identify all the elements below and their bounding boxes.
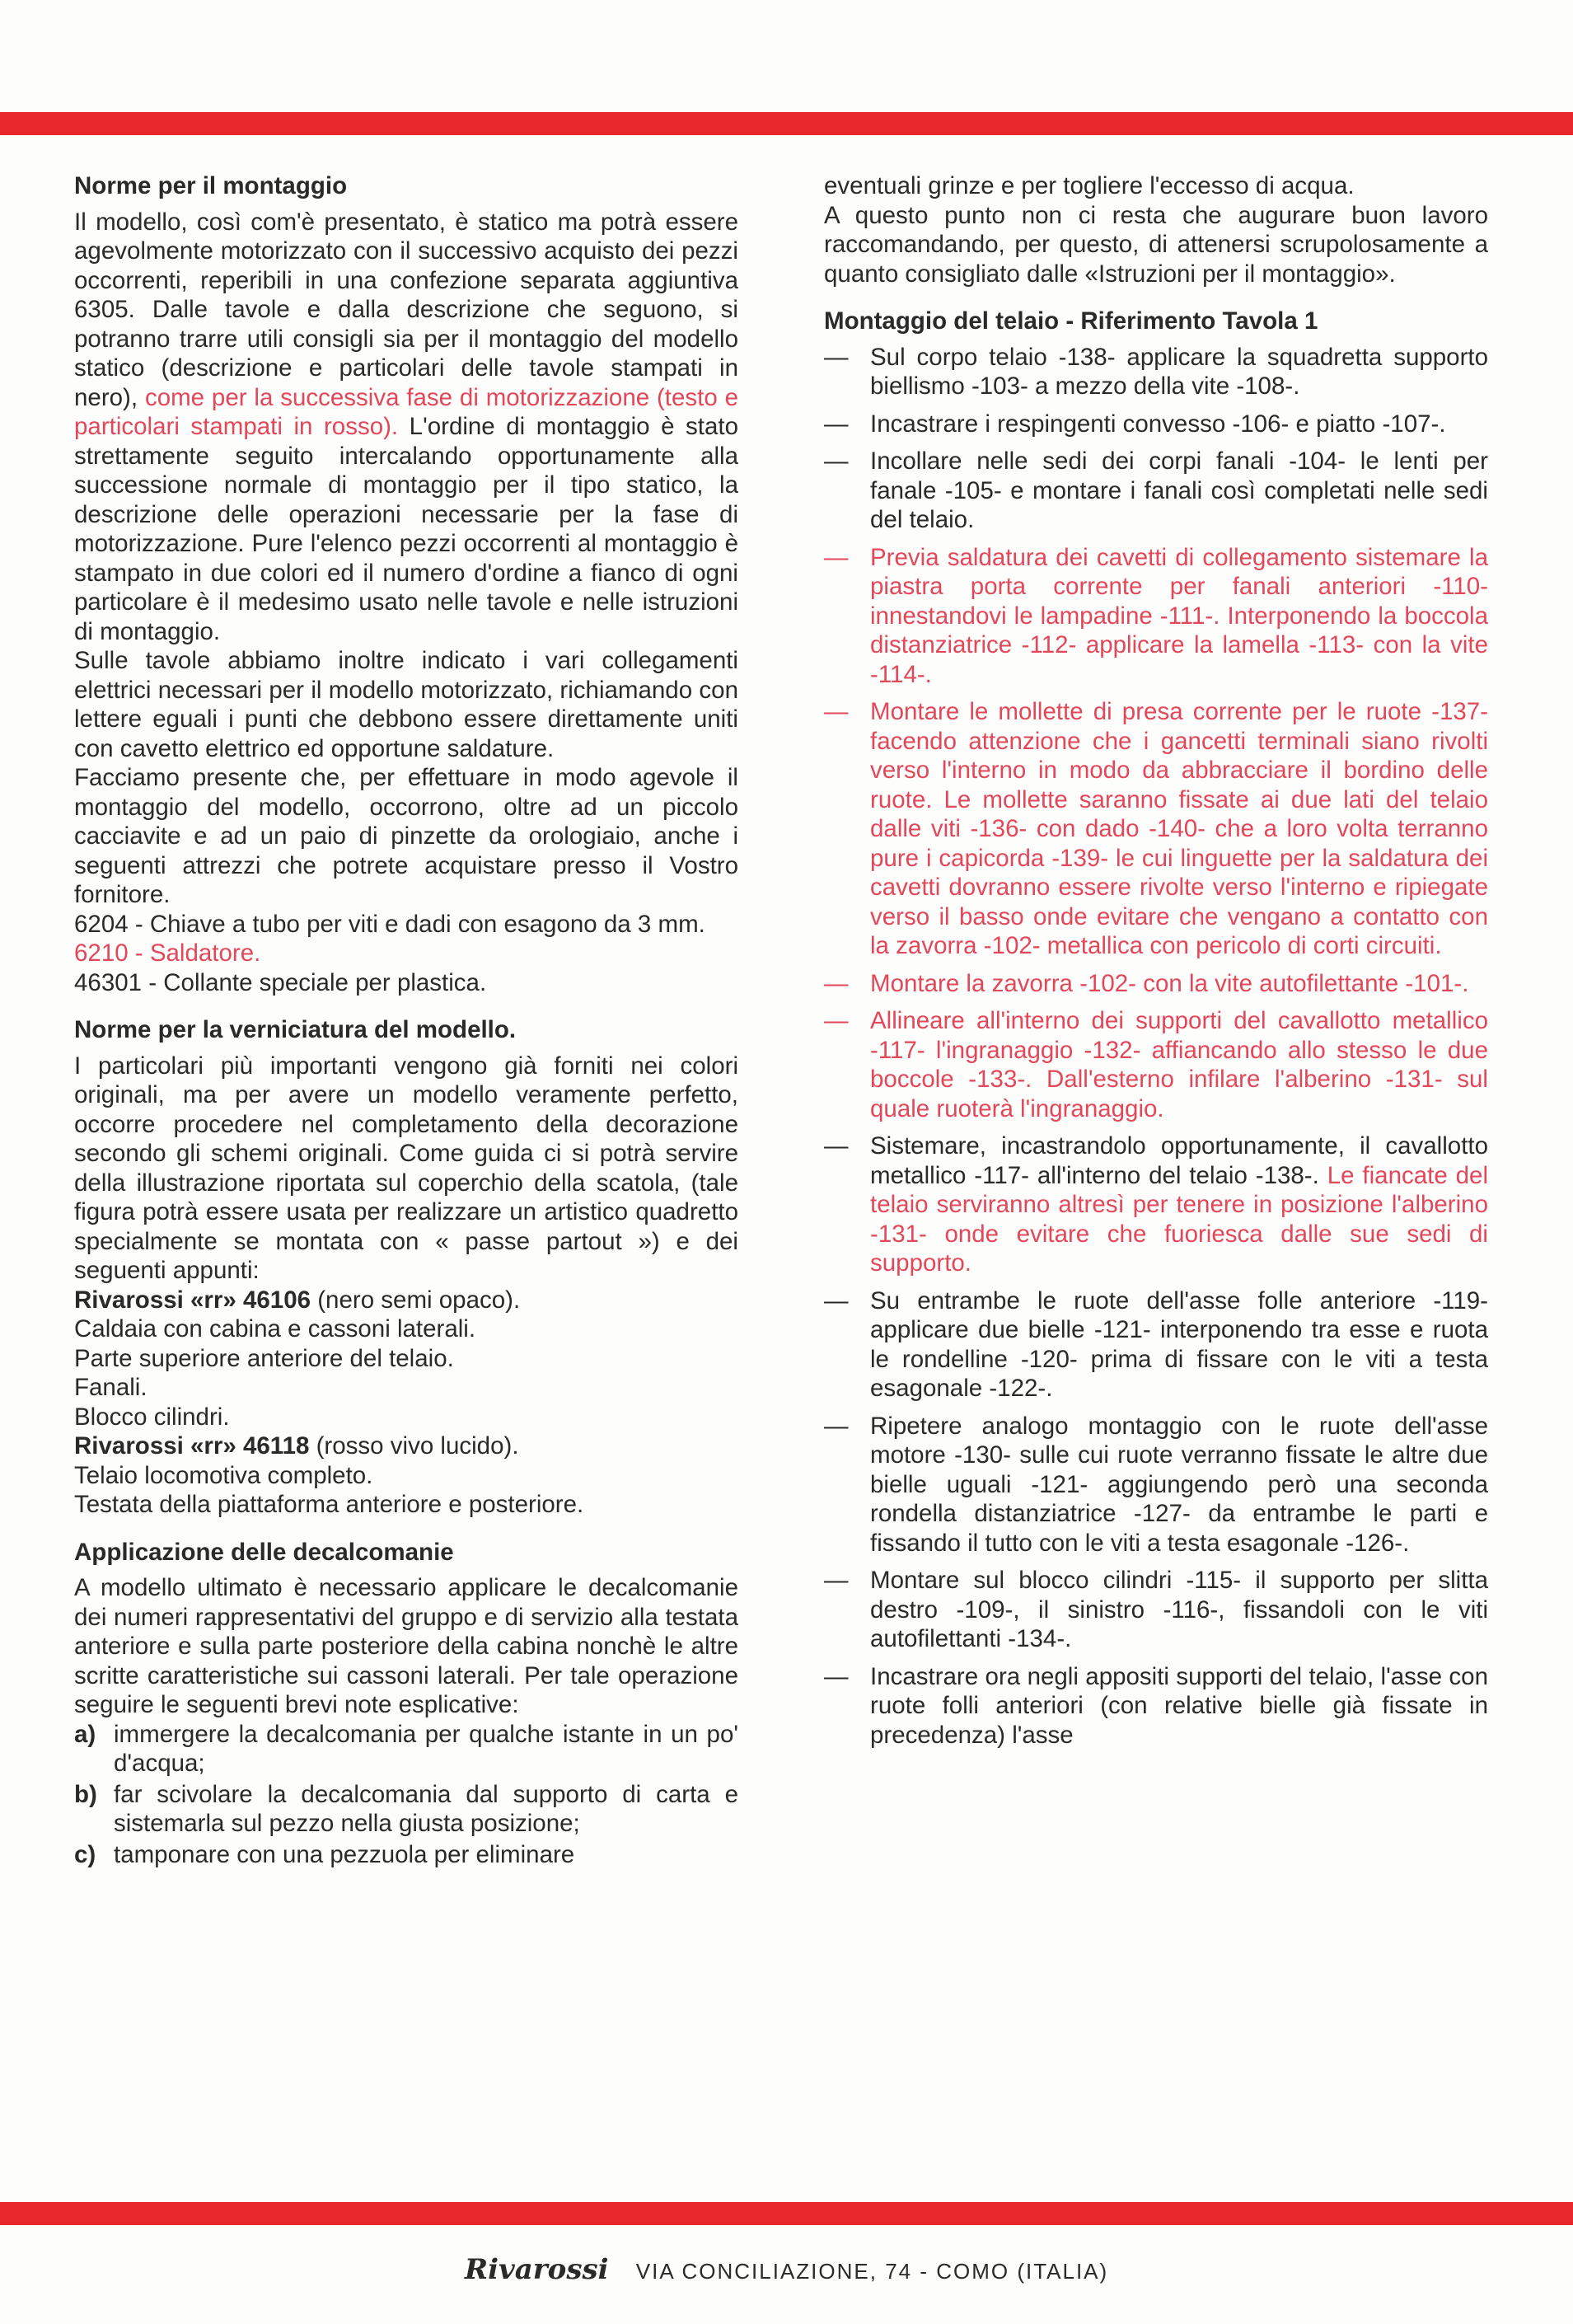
paint-code-2: Rivarossi «rr» 46118 (rosso vivo lucido). bbox=[74, 1432, 519, 1460]
paint-item: Blocco cilindri. bbox=[74, 1403, 230, 1431]
telaio-step bbox=[824, 343, 1488, 401]
paint-code-1: Rivarossi «rr» 46106 (nero semi opaco). bbox=[74, 1286, 521, 1314]
decal-steps bbox=[74, 1720, 738, 1870]
step-dash: — bbox=[824, 343, 849, 371]
telaio-step bbox=[824, 543, 1488, 690]
wish-text: A questo punto non ci resta che augurare buon lavoro raccomandando, per questo, di attenersi scrupolosamente a quanto consigliato dalle «Istruzioni per il montaggio». bbox=[824, 201, 1488, 288]
decal-step: b) far scivolare la decalcomania dal supporto di carta e sistemarla sul pezzo nella giusta posizione; bbox=[74, 1780, 738, 1837]
step-dash: — bbox=[824, 410, 849, 438]
paint-item: Testata della piattaforma anteriore e posteriore. bbox=[74, 1491, 584, 1518]
telaio-step bbox=[824, 1412, 1488, 1558]
step-text: Incollare nelle sedi dei corpi fanali -104- le lenti per fanale -105- e montare i fanali così completati nelle sedi del telaio. bbox=[870, 447, 1488, 533]
footer-address: VIA CONCILIAZIONE, 74 - COMO (ITALIA) bbox=[635, 2259, 1109, 2284]
step-dash: — bbox=[824, 1286, 849, 1314]
paint-item: Parte superiore anteriore del telaio. bbox=[74, 1344, 454, 1372]
step-dash: — bbox=[824, 698, 849, 725]
footer bbox=[0, 2253, 1573, 2286]
right-column bbox=[824, 171, 1488, 1758]
telaio-step bbox=[824, 1132, 1488, 1278]
decal-paragraph: A modello ultimato è necessario applicare le decalcomanie dei numeri rappresentativi del gruppo e di servizio alla testata anteriore e sulla parte posteriore della cabina nonchè le altre scritte caratteristiche sui cassoni laterali. Per tale operazione seguire le seguenti brevi note esplicative: bbox=[74, 1574, 738, 1718]
step-text: Previa saldatura dei cavetti di collegamento sistemare la piastra porta corrente per fanali anteriori -110- innestandovi le lampadine -111-. Interponendo la boccola distanziatrice -112- applicare la lamella -113- con la vite -114-. bbox=[870, 543, 1488, 688]
telaio-step bbox=[824, 1662, 1488, 1750]
step-dash: — bbox=[824, 1567, 849, 1594]
paint-item: Telaio locomotiva completo. bbox=[74, 1461, 373, 1489]
telaio-title: Montaggio del telaio - Riferimento Tavola 1 bbox=[824, 307, 1318, 335]
telaio-step bbox=[824, 410, 1488, 439]
step-text: Incastrare ora negli appositi supporti del telaio, l'asse con ruote folli anteriori (con relative bielle già fissate in precedenza) l'asse bbox=[870, 1662, 1488, 1749]
step-text: Su entrambe le ruote dell'asse folle anteriore -119- applicare due bielle -121- interponendo tra esse e ruota le rondelline -120- prima di fissare con le viti a testa esagonale -122-. bbox=[870, 1286, 1488, 1402]
step-text: Montare la zavorra -102- con la vite autofilettante -101-. bbox=[870, 969, 1469, 997]
norme-montaggio-title: Norme per il montaggio bbox=[74, 172, 348, 199]
verniciatura-title: Norme per la verniciatura del modello. bbox=[74, 1016, 517, 1043]
step-text: Incastrare i respingenti convesso -106- e piatto -107-. bbox=[870, 410, 1446, 438]
rivarossi-logo: Rivarossi bbox=[464, 2253, 609, 2286]
decal-title: Applicazione delle decalcomanie bbox=[74, 1538, 454, 1566]
telaio-step bbox=[824, 1286, 1488, 1403]
telaio-step bbox=[824, 1006, 1488, 1123]
left-column bbox=[74, 171, 738, 1871]
telaio-step bbox=[824, 1566, 1488, 1654]
paint-item: Fanali. bbox=[74, 1374, 147, 1401]
continued-text: eventuali grinze e per togliere l'eccesso di acqua. bbox=[824, 172, 1355, 199]
step-dash: — bbox=[824, 969, 849, 997]
telaio-steps bbox=[824, 343, 1488, 1750]
step-dash: — bbox=[824, 1412, 849, 1440]
step-text: Montare sul blocco cilindri -115- il supporto per slitta destro -109-, il sinistro -116-, fissandoli con le viti autofilettanti -134-. bbox=[870, 1567, 1488, 1652]
telaio-step bbox=[824, 447, 1488, 535]
top-red-band bbox=[0, 112, 1573, 135]
step-text: Sistemare, incastrandolo opportunamente, il cavallotto metallico -117- all'interno del telaio -138-. Le fiancate del telaio serviranno altresì per tenere in posizione l'alberino -131- onde evitare che fuoriesca dalle sue sedi di supporto. bbox=[870, 1132, 1488, 1277]
step-dash: — bbox=[824, 447, 849, 475]
tool-item: 46301 - Collante speciale per plastica. bbox=[74, 968, 487, 996]
tool-item: 6204 - Chiave a tubo per viti e dadi con esagono da 3 mm. bbox=[74, 910, 705, 938]
intro-paragraph: Il modello, così com'è presentato, è statico ma potrà essere agevolmente motorizzato con il successivo acquisto dei pezzi occorrenti, reperibili in una confezione separata aggiuntiva 6305. Dalle tavole e dalla descrizione che seguono, si potranno trarre utili consigli sia per il montaggio del modello statico (descrizione e particolari delle tavole stampati in nero), come per la successiva fase di motorizzazione (testo e particolari stampati in rosso). L'ordine di montaggio è stato strettamente seguito intercalando opportunamente alla successione normale di montaggio per il tipo statico, la descrizione delle operazioni necessarie per la fase di motorizzazione. Pure l'elenco pezzi occorrenti al montaggio è stampato in due colori ed il numero d'ordine a fianco di ogni particolare è il medesimo usato nelle tavole e nelle istruzioni di montaggio. bbox=[74, 208, 739, 645]
telaio-step bbox=[824, 697, 1488, 961]
paint-item: Caldaia con cabina e cassoni laterali. bbox=[74, 1315, 476, 1342]
decal-step: c) tamponare con una pezzuola per eliminare bbox=[74, 1840, 575, 1868]
step-dash: — bbox=[824, 1662, 849, 1690]
verniciatura-paragraph: I particolari più importanti vengono già forniti nei colori originali, ma per avere un modello veramente perfetto, occorre procedere nel completamento della decorazione secondo gli schemi originali. Come guida ci si potrà servire della illustrazione riportata sul coperchio della scatola, (tale figura potrà essere usata per realizzare un artistico quadretto specialmente se montata con « passe partout ») e dei seguenti appunti: bbox=[74, 1052, 738, 1284]
step-dash: — bbox=[824, 1007, 849, 1034]
step-text: Allineare all'interno dei supporti del cavallotto metallico -117- l'ingranaggio -132- affiancando allo stesso le due boccole -133-. Dall'esterno infilare l'alberino -131- sul quale ruoterà l'ingranaggio. bbox=[870, 1007, 1488, 1122]
intro-paragraph-3: Facciamo presente che, per effettuare in modo agevole il montaggio del modello, occorrono, oltre ad un piccolo cacciavite e ad un paio di pinzette da orologiaio, anche i seguenti attrezzi che potrete acquistare presso il Vostro fornitore. bbox=[74, 764, 738, 908]
step-dash: — bbox=[824, 1132, 849, 1160]
tool-item: 6210 - Saldatore. bbox=[74, 939, 261, 967]
telaio-step bbox=[824, 969, 1488, 999]
step-text: Montare le mollette di presa corrente per le ruote -137- facendo attenzione che i gancetti terminali siano rivolti verso l'interno in modo da abbracciare il bordino delle ruote. Le mollette saranno fissate ai due lati del telaio dalle viti -136- con dado -140- che a loro volta terranno pure i capicorda -139- le cui linguette per la saldatura dei cavetti dovranno essere rivolte verso l'interno e ripiegate verso il basso onde evitare che vengano a contatto con la zavorra -102- metallica con pericolo di corti circuiti. bbox=[870, 698, 1488, 959]
decal-step: a) immergere la decalcomania per qualche istante in un po' d'acqua; bbox=[74, 1720, 738, 1777]
bottom-red-band bbox=[0, 2202, 1573, 2225]
intro-paragraph-2: Sulle tavole abbiamo inoltre indicato i vari collegamenti elettrici necessari per il modello motorizzato, richiamando con lettere eguali i punti che debbono essere direttamente uniti con cavetto elettrico ed opportune saldature. bbox=[74, 647, 738, 762]
step-dash: — bbox=[824, 543, 849, 571]
intro-red-text: come per la successiva fase di motorizzazione (testo e particolari stampati in rosso). bbox=[74, 383, 739, 440]
step-text: Ripetere analogo montaggio con le ruote dell'asse motore -130- sulle cui ruote verranno fissate le altre due bielle uguali -121- aggiungendo però una seconda rondella distanziatrice -127- da entrambe le parti e fissando il tutto con le viti a testa esagonale -126-. bbox=[870, 1412, 1488, 1557]
step-text: Sul corpo telaio -138- applicare la squadretta supporto biellismo -103- a mezzo della vite -108-. bbox=[870, 343, 1488, 400]
